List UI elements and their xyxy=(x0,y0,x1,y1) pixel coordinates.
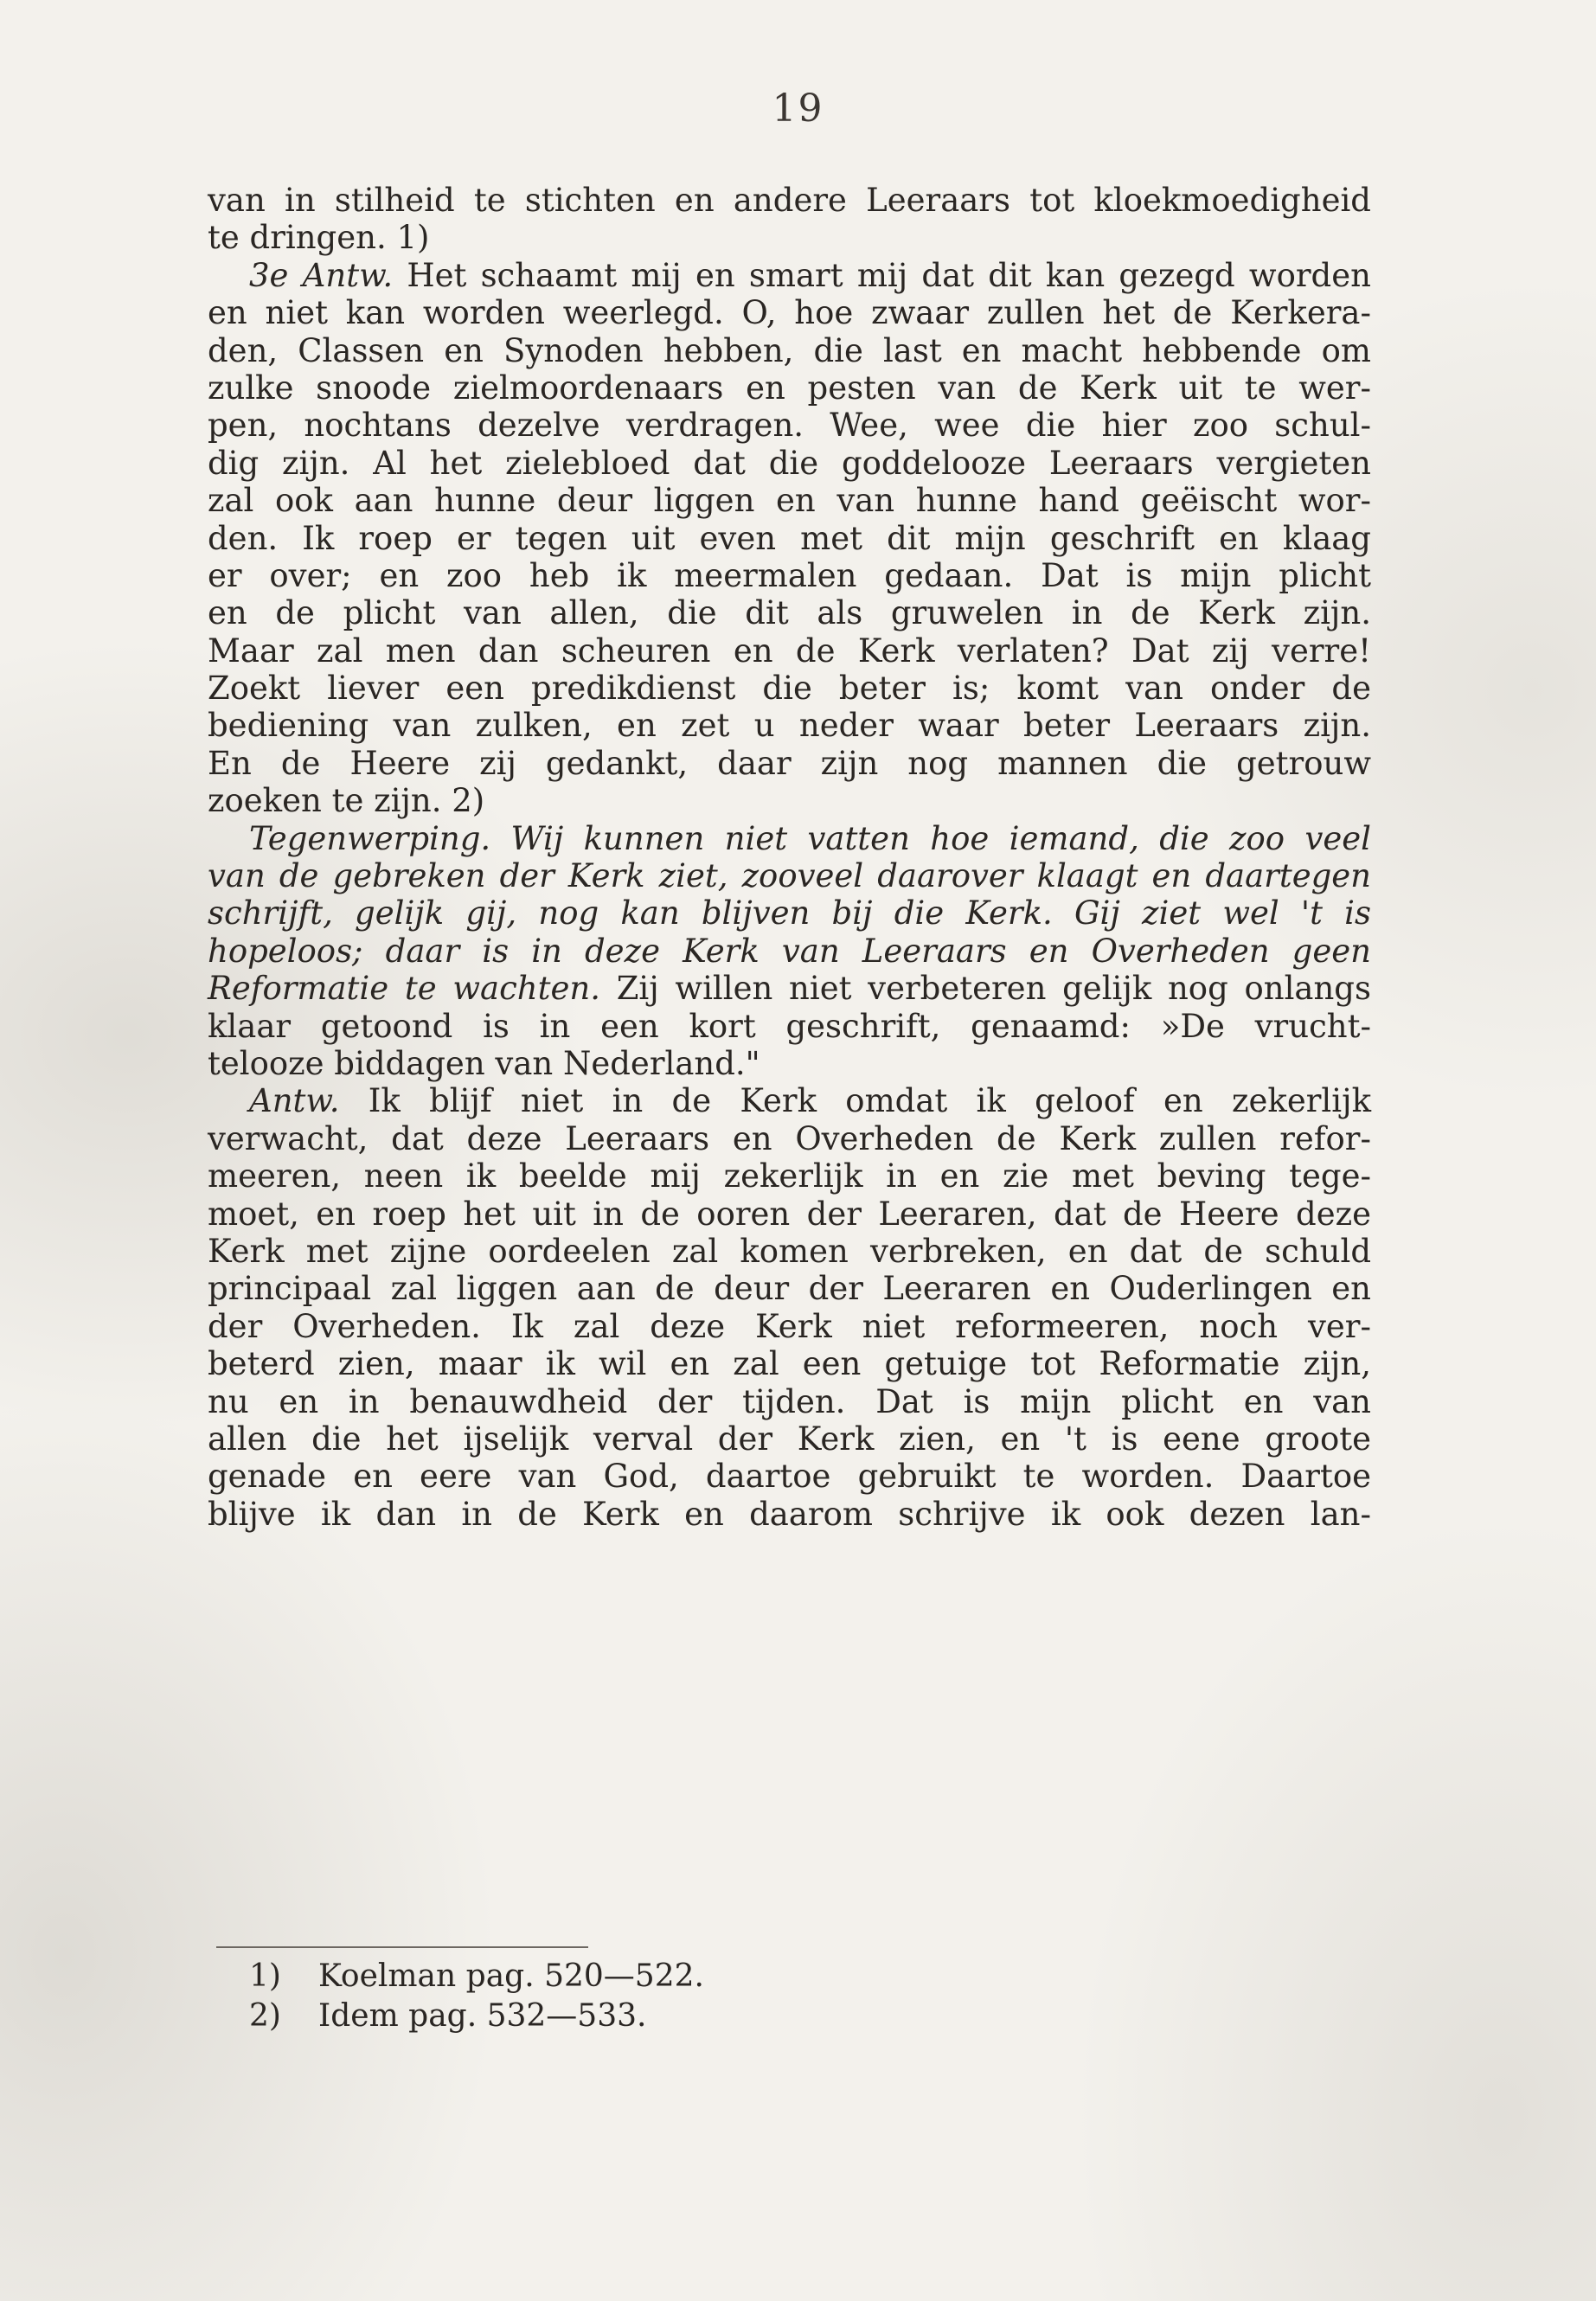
objection-label: Tegenwerping. xyxy=(249,819,491,857)
paragraph-text: Ik blijf niet in de Kerk omdat ik geloof en zekerlijk xyxy=(339,1082,1371,1120)
footnote-text: Koelman pag. 520—522. xyxy=(318,1958,704,1994)
text-line: klaar getoond is in een kort geschrift, genaamd: »De vrucht- xyxy=(208,1007,1371,1045)
text-line: allen die het ijselijk verval der Kerk zien, en 't is eene groote xyxy=(208,1420,1371,1458)
paragraph-text: Wij kunnen niet vatten hoe iemand, die zoo veel xyxy=(490,819,1371,857)
text-line: schrijft, gelijk gij, nog kan blijven bij die Kerk. Gij ziet wel 't is xyxy=(208,894,1371,933)
text-line: hopeloos; daar is in deze Kerk van Leeraars en Overheden geen xyxy=(208,932,1371,970)
text-line: En de Heere zij gedankt, daar zijn nog mannen die getrouw xyxy=(208,744,1371,782)
text-line: pen, nochtans dezelve verdragen. Wee, wee die hier zoo schul- xyxy=(208,407,1371,445)
text-line: Zoekt liever een predikdienst die beter is; komt van onder de xyxy=(208,670,1371,708)
text-line: moet, en roep het uit in de ooren der Leeraren, dat de Heere deze xyxy=(208,1195,1371,1233)
footnote xyxy=(249,1957,704,1997)
text-line: meeren, neen ik beelde mij zekerlijk in en zie met beving tege- xyxy=(208,1157,1371,1195)
answer-label: Antw. xyxy=(249,1082,340,1120)
text-line: van in stilheid te stichten en andere Leeraars tot kloekmoedigheid xyxy=(208,182,1371,219)
text-line: blijve ik dan in de Kerk en daarom schrijve ik ook dezen lan- xyxy=(208,1495,1371,1533)
text-line: bediening van zulken, en zet u neder waar beter Leeraars zijn. xyxy=(208,707,1371,745)
text-line: te dringen. 1) xyxy=(208,219,430,257)
text-line: genade en eere van God, daartoe gebruikt te worden. Daartoe xyxy=(208,1458,1371,1496)
text-line: den, Classen en Synoden hebben, die last en macht hebbende om xyxy=(208,331,1371,369)
footnote-text: Idem pag. 532—533. xyxy=(318,1998,647,2034)
text-line: principaal zal liggen aan de deur der Leeraren en Ouderlingen en xyxy=(208,1270,1371,1308)
body-text xyxy=(208,182,1371,1533)
paragraph-3e-antw xyxy=(208,257,1371,294)
text-line: zulke snoode zielmoordenaars en pesten van de Kerk uit te wer- xyxy=(208,369,1371,407)
text-line: Kerk met zijne oordeelen zal komen verbreken, en dat de schuld xyxy=(208,1232,1371,1270)
text-line: van de gebreken der Kerk ziet, zooveel daarover klaagt en daartegen xyxy=(208,857,1371,895)
footnote-mark: 1) xyxy=(249,1958,281,1994)
text-line: nu en in benauwdheid der tijden. Dat is mijn plicht en van xyxy=(208,1382,1371,1420)
footnote xyxy=(249,1997,704,2036)
footnote-divider xyxy=(216,1946,588,1948)
footnote-mark: 2) xyxy=(249,1998,281,2034)
italic-segment: Reformatie te wachten. xyxy=(208,970,600,1008)
text-line: zal ook aan hunne deur liggen en van hunne hand geëischt wor- xyxy=(208,482,1371,520)
text-line: en de plicht van allen, die dit als gruwelen in de Kerk zijn. xyxy=(208,594,1371,632)
paragraph-tegenwerping xyxy=(208,820,1371,857)
text-line: dig zijn. Al het zielebloed dat die goddelooze Leeraars vergieten xyxy=(208,444,1371,482)
text-line: beterd zien, maar ik wil en zal een getuige tot Reformatie zijn, xyxy=(208,1345,1371,1383)
text-line: den. Ik roep er tegen uit even met dit mijn geschrift en klaag xyxy=(208,519,1371,557)
text-line: Maar zal men dan scheuren en de Kerk verlaten? Dat zij verre! xyxy=(208,631,1371,670)
footnotes xyxy=(249,1957,704,2036)
text-line: zoeken te zijn. 2) xyxy=(208,782,485,820)
roman-segment: Zij willen niet verbeteren gelijk nog onlangs xyxy=(599,970,1371,1008)
text-line: verwacht, dat deze Leeraars en Overheden de Kerk zullen refor- xyxy=(208,1119,1371,1157)
text-line: en niet kan worden weerlegd. O, hoe zwaar zullen het de Kerkera- xyxy=(208,294,1371,332)
text-line: telooze biddagen van Nederland." xyxy=(208,1044,760,1082)
paragraph-text: Het schaamt mij en smart mij dat dit kan gezegd worden xyxy=(393,256,1371,294)
paragraph-antw xyxy=(208,1082,1371,1119)
text-line-mixed xyxy=(208,970,1371,1007)
text-line: er over; en zoo heb ik meermalen gedaan. Dat is mijn plicht xyxy=(208,556,1371,594)
page-number: 19 xyxy=(772,87,824,131)
answer-label: 3e Antw. xyxy=(249,256,394,294)
text-line: der Overheden. Ik zal deze Kerk niet reformeeren, noch ver- xyxy=(208,1307,1371,1345)
